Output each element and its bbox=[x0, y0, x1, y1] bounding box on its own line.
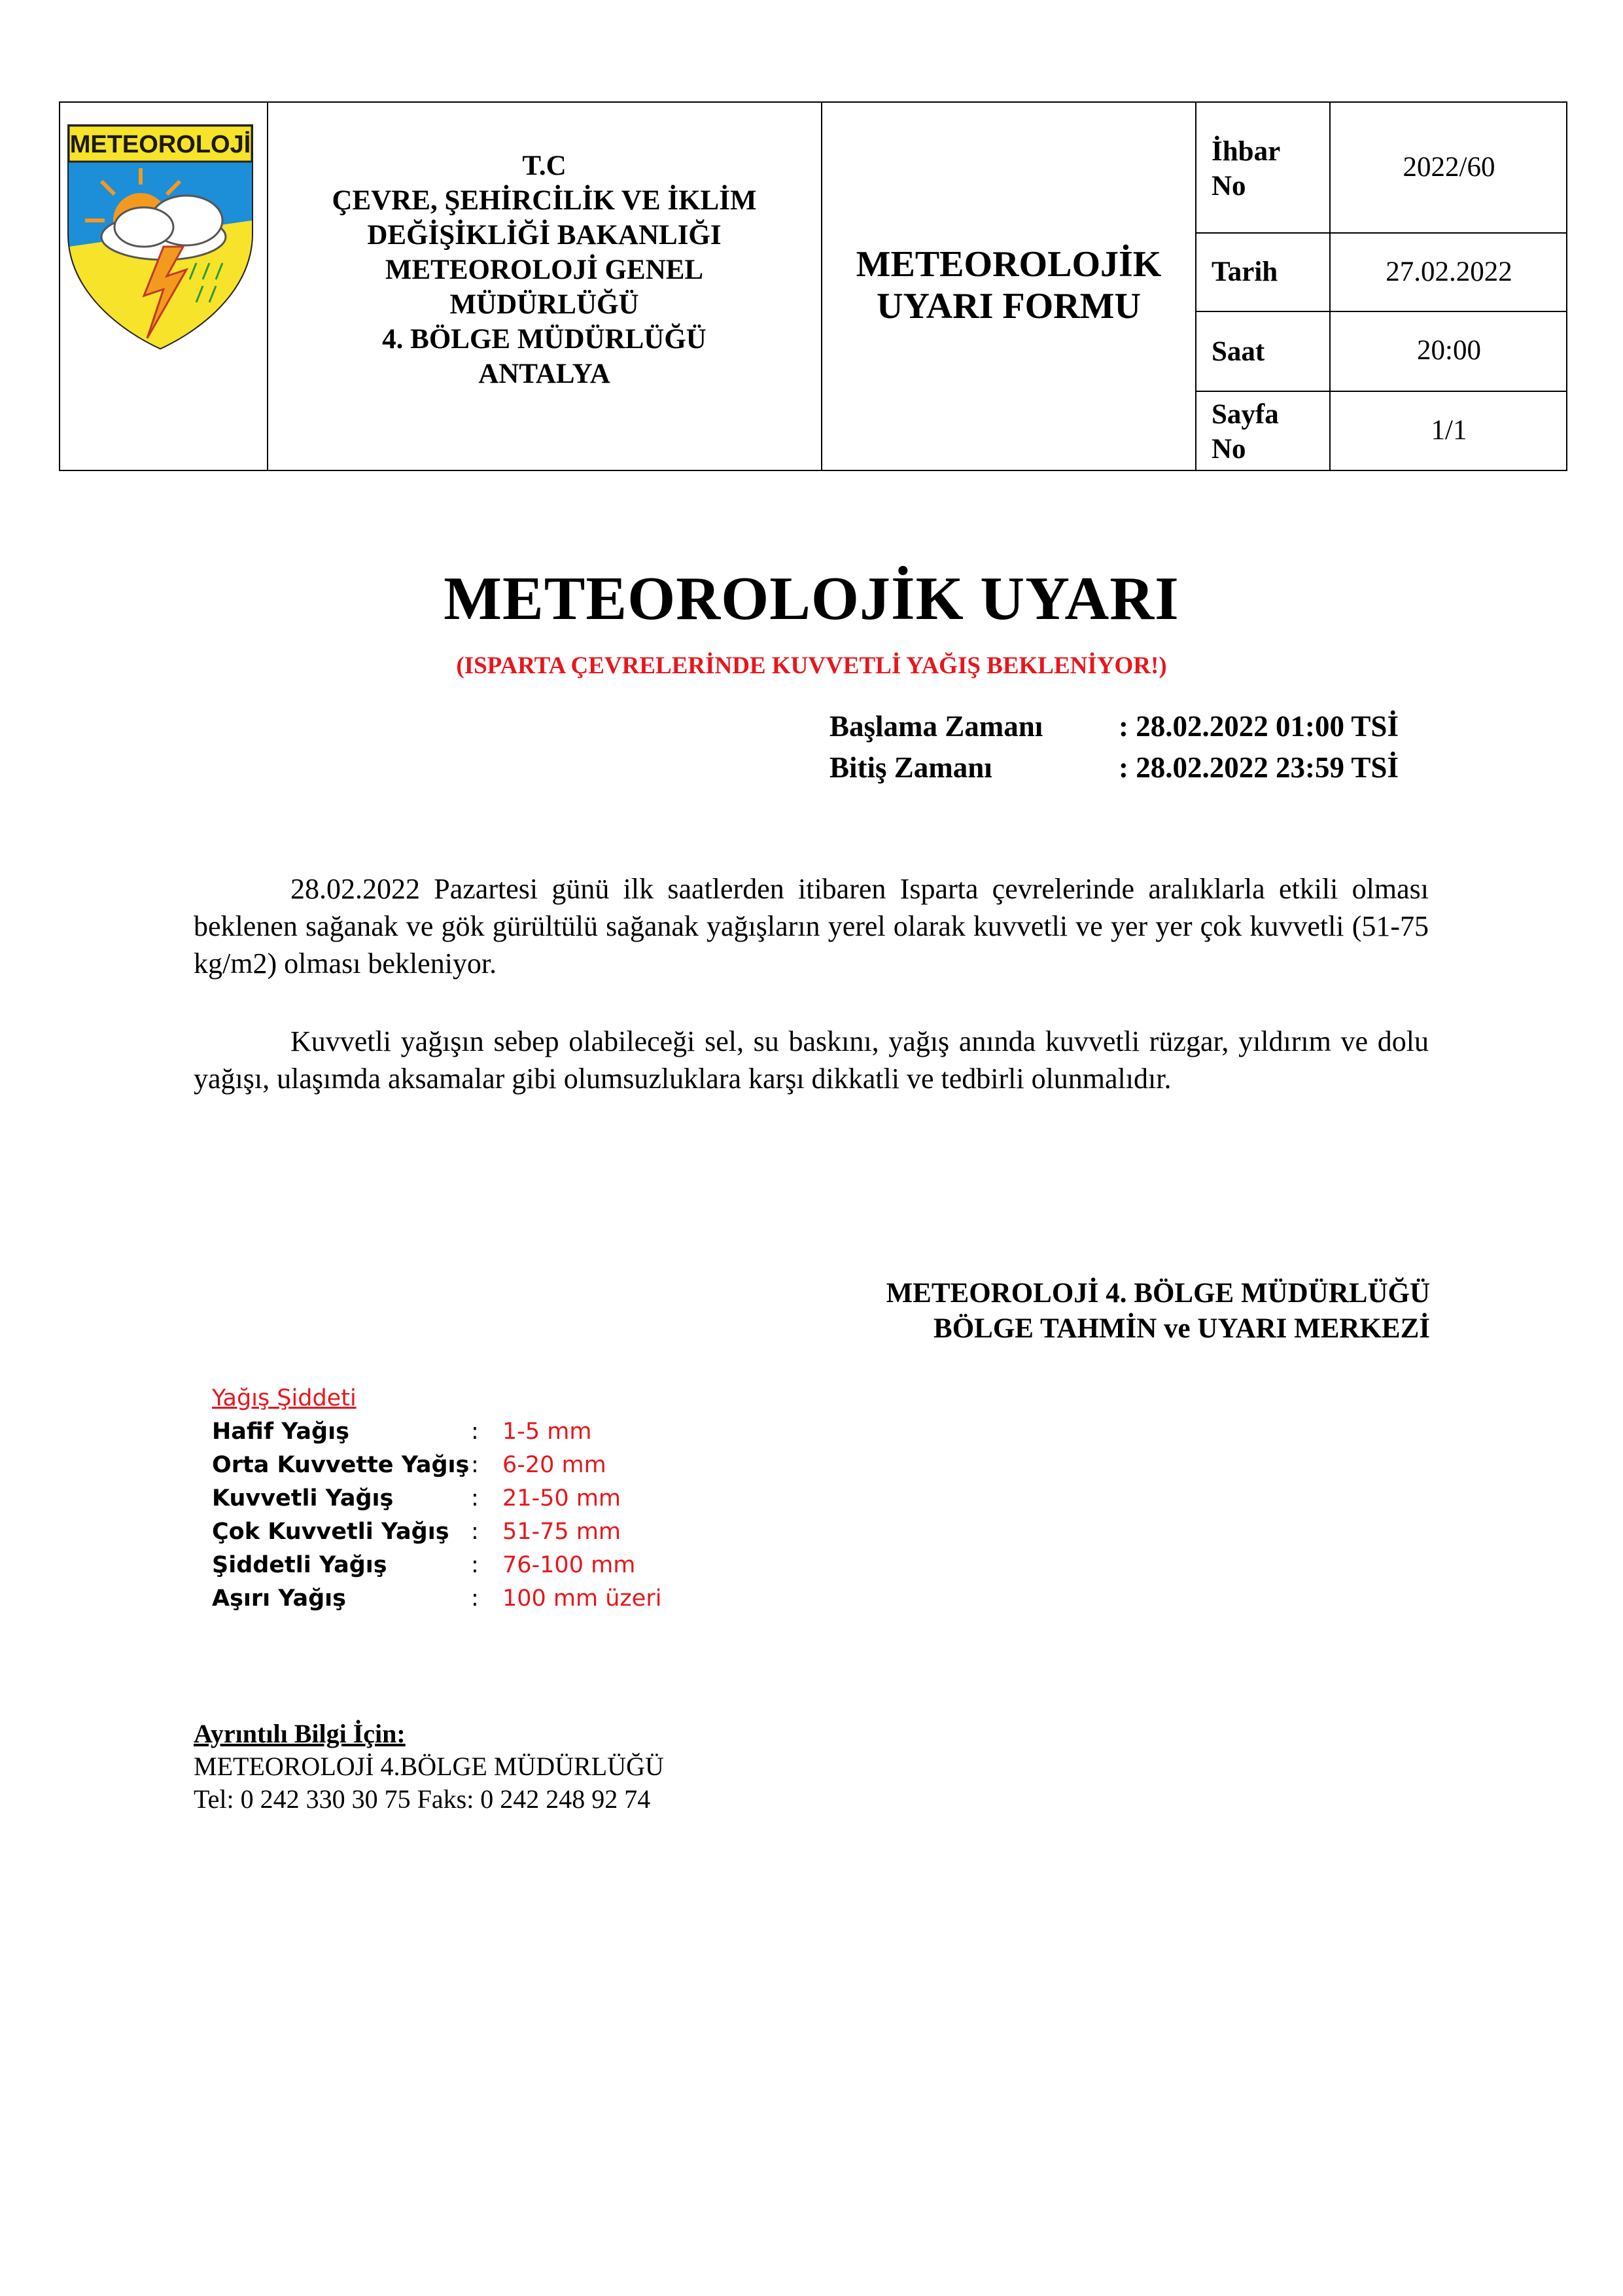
table-row bbox=[212, 1482, 621, 1515]
warning-subtitle: (ISPARTA ÇEVRELERİNDE KUVVETLİ YAĞIŞ BEKLENİYOR!) bbox=[456, 652, 1167, 679]
rain-colon: : bbox=[471, 1452, 479, 1478]
ihbar-label-line: No bbox=[1212, 171, 1246, 202]
paragraph-text: 28.02.2022 Pazartesi günü ilk saatlerden itibaren Isparta çevrelerinde aralıklarla etkili olması beklenen sağanak ve gök gürültülü sağanak yağışların yerel olarak kuvvetli ve yer yer çok kuvvetli (51-75 kg/m2) olması bekleniyor. bbox=[194, 873, 1429, 980]
tarih-label: Tarih bbox=[1212, 256, 1278, 287]
rain-colon: : bbox=[471, 1419, 479, 1445]
rain-name: Aşırı Yağış bbox=[212, 1585, 346, 1612]
ministry-line: MÜDÜRLÜĞÜ bbox=[449, 289, 639, 320]
meteoroloji-logo bbox=[65, 122, 255, 351]
rain-name: Çok Kuvvetli Yağış bbox=[212, 1519, 449, 1545]
page-title: METEOROLOJİK UYARI bbox=[444, 565, 1179, 633]
contact-phone-fax: Tel: 0 242 330 30 75 Faks: 0 242 248 92 74 bbox=[194, 1784, 651, 1814]
divider bbox=[1195, 391, 1566, 392]
form-title bbox=[822, 243, 1196, 327]
end-time-value: : 28.02.2022 23:59 TSİ bbox=[1119, 751, 1399, 784]
table-row bbox=[212, 1449, 606, 1482]
warning-paragraph-2 bbox=[194, 1023, 1429, 1097]
sayfa-value: 1/1 bbox=[1431, 415, 1467, 446]
paragraph-text: Kuvvetli yağışın sebep olabileceği sel, su baskını, yağış anında kuvvetli rüzgar, yıldırım ve dolu yağışı, ulaşımda aksamalar gibi olumsuzluklara karşı dikkatli ve tedbirli olunmalıdır. bbox=[194, 1025, 1429, 1095]
rain-intensity-title: Yağış Şiddeti bbox=[212, 1385, 357, 1411]
rain-colon: : bbox=[471, 1552, 479, 1578]
end-time-label: Bitiş Zamanı bbox=[829, 751, 992, 784]
rain-amount: 100 mm üzeri bbox=[502, 1585, 662, 1612]
ministry-line: ÇEVRE, ŞEHİRCİLİK VE İKLİM bbox=[332, 185, 757, 216]
saat-value: 20:00 bbox=[1417, 335, 1481, 366]
rain-colon: : bbox=[471, 1585, 479, 1612]
divider bbox=[1195, 311, 1566, 312]
form-title-line: UYARI FORMU bbox=[877, 286, 1141, 327]
ministry-line: METEOROLOJİ GENEL bbox=[385, 255, 704, 285]
tarih-value: 27.02.2022 bbox=[1386, 256, 1512, 287]
table-row bbox=[212, 1515, 621, 1549]
header-table bbox=[59, 101, 1567, 471]
rain-colon: : bbox=[471, 1519, 479, 1545]
ihbar-label bbox=[1198, 134, 1342, 203]
sayfa-label bbox=[1198, 397, 1342, 467]
ministry-line: DEĞİŞİKLİĞİ BAKANLIĞI bbox=[367, 220, 722, 251]
ihbar-value: 2022/60 bbox=[1403, 152, 1495, 183]
saat-label: Saat bbox=[1212, 336, 1265, 367]
rain-name: Kuvvetli Yağış bbox=[212, 1485, 394, 1511]
logo-cell bbox=[60, 103, 267, 470]
sayfa-label-line: Sayfa bbox=[1212, 399, 1279, 430]
rain-name: Hafif Yağış bbox=[212, 1419, 349, 1445]
ihbar-label-line: İhbar bbox=[1212, 136, 1281, 167]
table-row bbox=[212, 1582, 662, 1616]
rain-amount: 51-75 mm bbox=[502, 1519, 621, 1545]
rain-intensity-table bbox=[212, 1382, 662, 1616]
contact-org: METEOROLOJİ 4.BÖLGE MÜDÜRLÜĞÜ bbox=[194, 1752, 664, 1781]
divider bbox=[1195, 232, 1566, 234]
table-row bbox=[212, 1549, 636, 1582]
rain-amount: 21-50 mm bbox=[502, 1485, 621, 1511]
signature-block bbox=[720, 1276, 1430, 1347]
rain-amount: 6-20 mm bbox=[502, 1452, 606, 1478]
table-row bbox=[212, 1415, 592, 1449]
contact-heading: Ayrıntılı Bilgi İçin: bbox=[194, 1719, 406, 1748]
ministry-block bbox=[267, 149, 822, 391]
rain-amount: 76-100 mm bbox=[502, 1552, 636, 1578]
form-title-line: METEOROLOJİK bbox=[856, 244, 1162, 285]
logo-wordmark: METEOROLOJİ bbox=[69, 131, 251, 158]
rain-name: Şiddetli Yağış bbox=[212, 1552, 387, 1578]
warning-paragraph-1 bbox=[194, 870, 1429, 982]
start-time-label: Başlama Zamanı bbox=[829, 710, 1043, 743]
ministry-line: ANTALYA bbox=[478, 359, 610, 389]
start-time-value: : 28.02.2022 01:00 TSİ bbox=[1119, 710, 1399, 743]
sayfa-label-line: No bbox=[1212, 434, 1246, 465]
rain-name: Orta Kuvvette Yağış bbox=[212, 1452, 470, 1478]
signature-line: METEOROLOJİ 4. BÖLGE MÜDÜRLÜĞÜ bbox=[886, 1278, 1430, 1309]
ministry-line: T.C bbox=[522, 150, 567, 181]
signature-line: BÖLGE TAHMİN ve UYARI MERKEZİ bbox=[934, 1313, 1430, 1344]
contact-block bbox=[194, 1718, 664, 1816]
rain-colon: : bbox=[471, 1485, 479, 1511]
ministry-line: 4. BÖLGE MÜDÜRLÜĞÜ bbox=[382, 324, 707, 355]
rain-amount: 1-5 mm bbox=[502, 1419, 592, 1445]
